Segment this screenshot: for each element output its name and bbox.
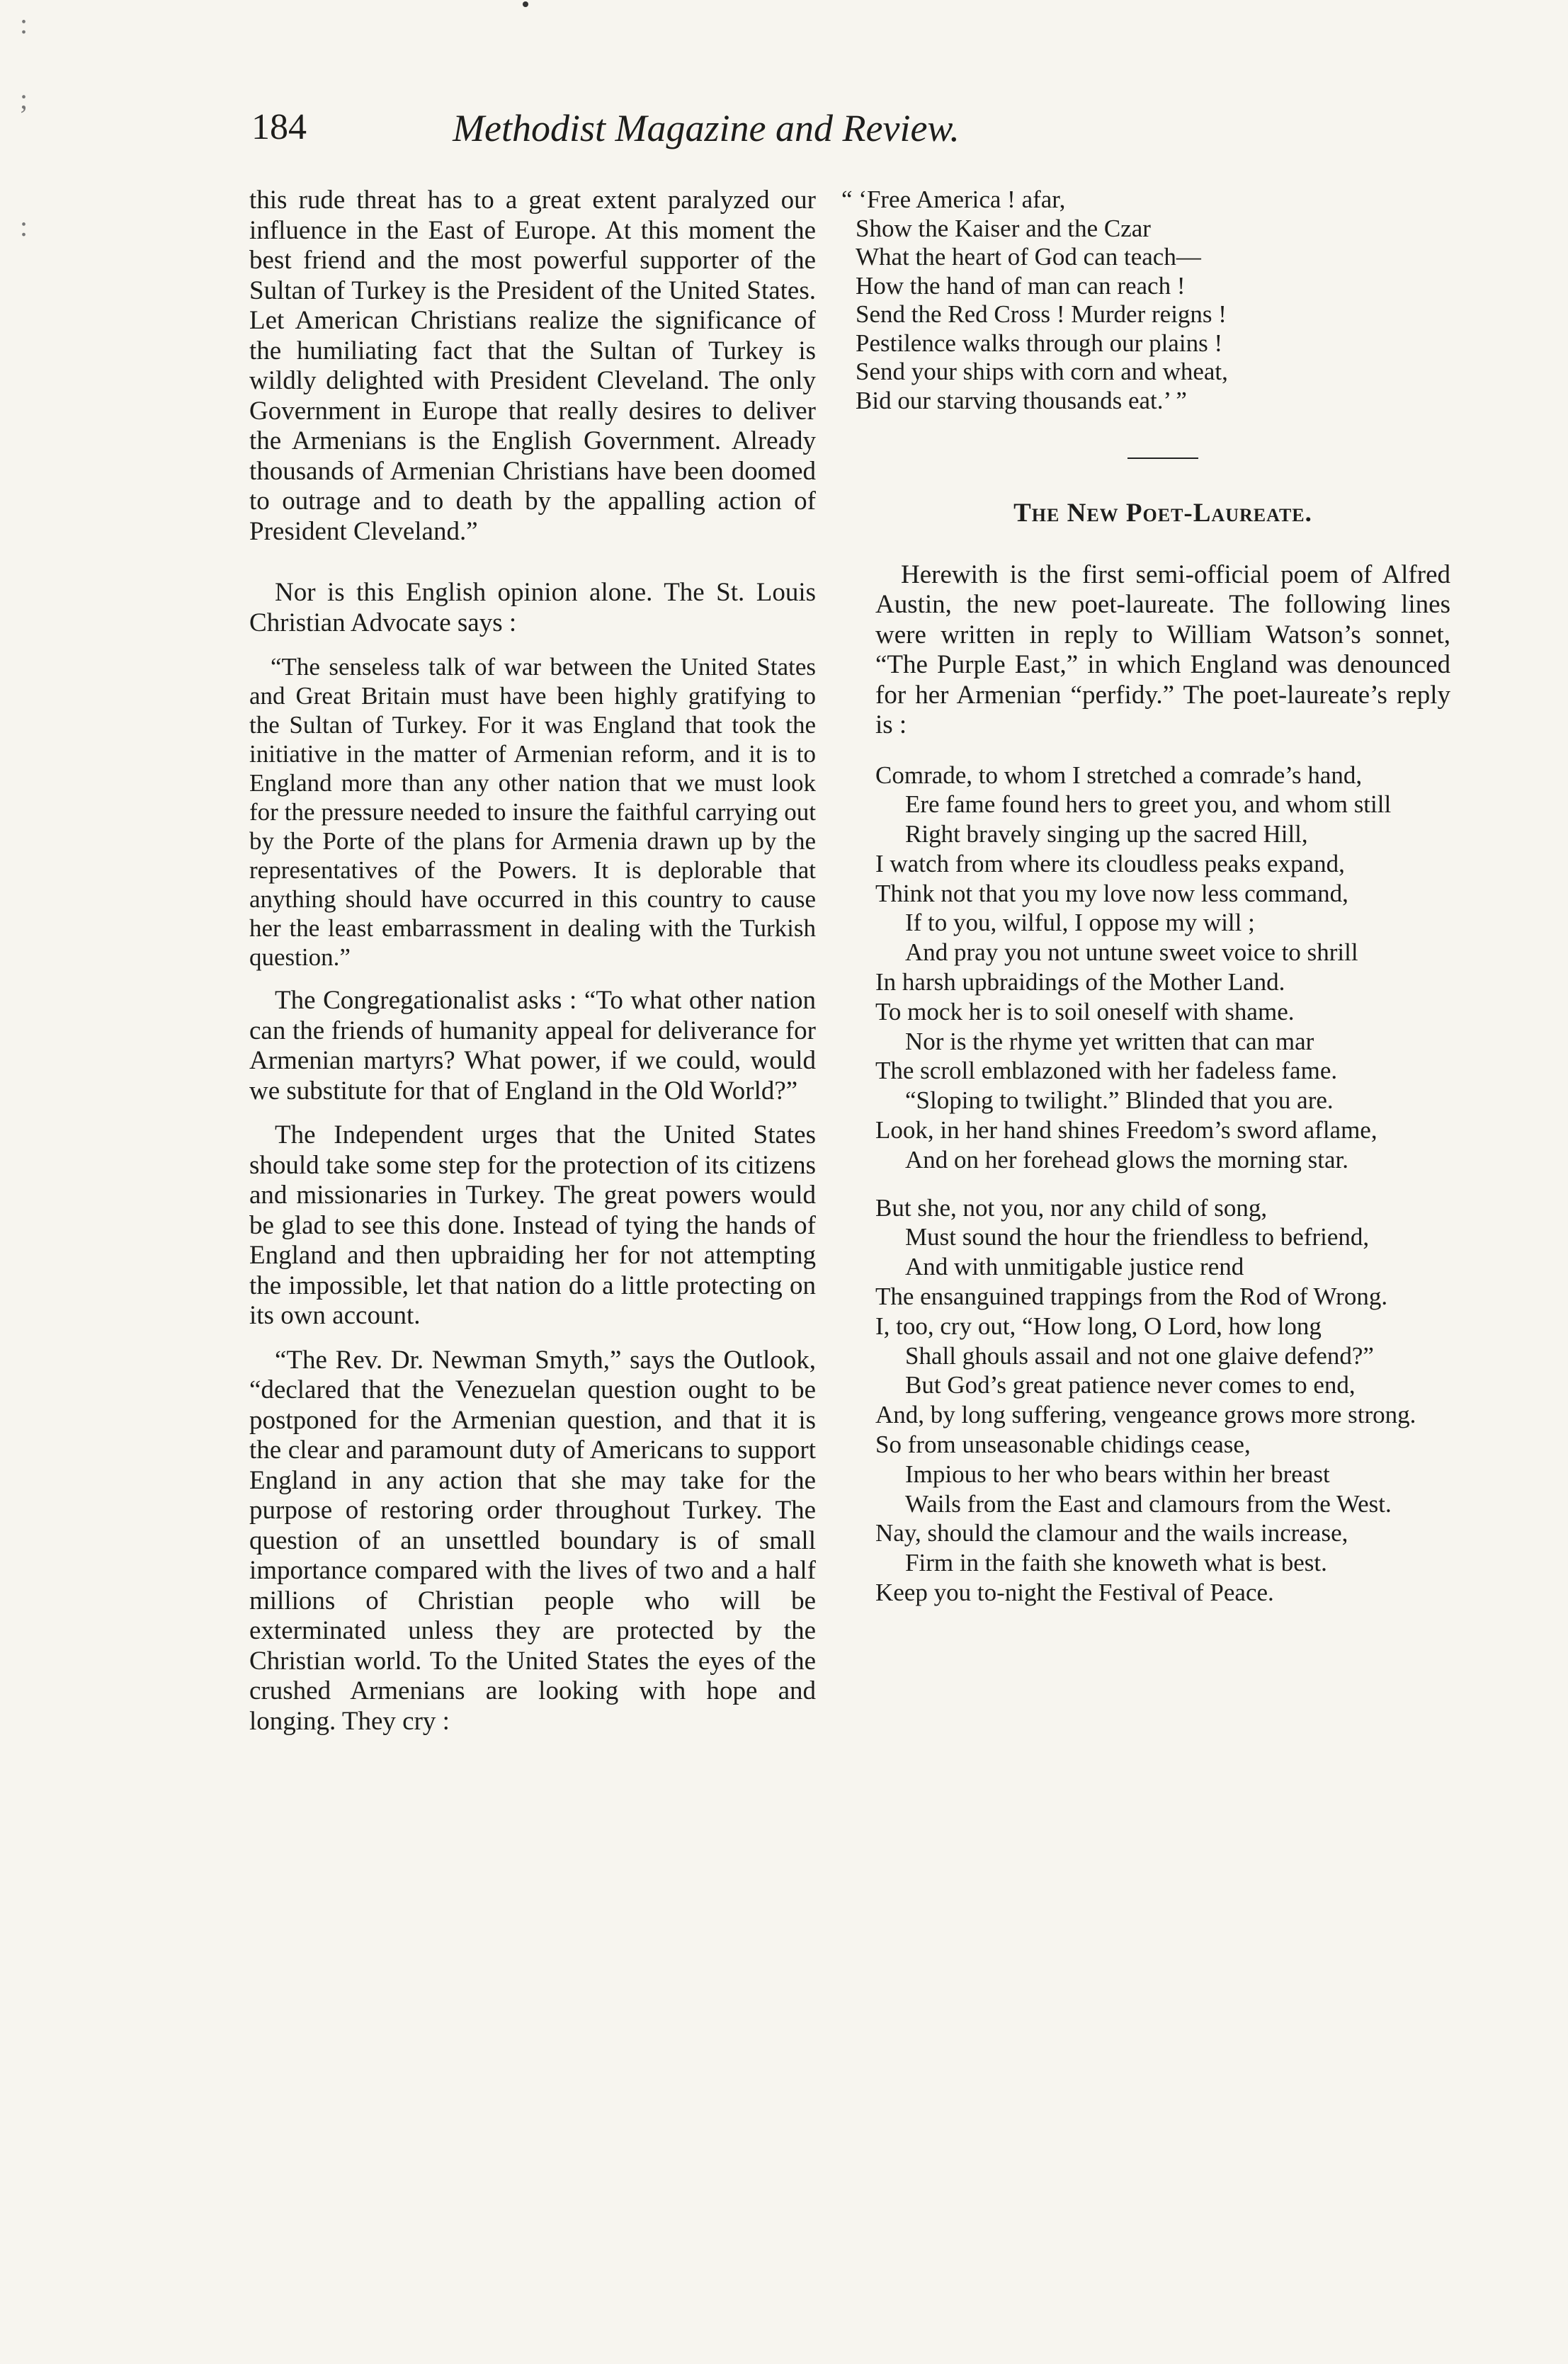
right-column <box>841 186 1450 1608</box>
poem-line: But she, not you, nor any child of song, <box>875 1193 1268 1222</box>
left-column <box>249 186 816 1737</box>
paragraph: The Congregationalist asks : “To what other nation can the friends of humanity appeal for deliverance for Armenian martyrs? What power, if we could, would we substitute for that of England in the Old World?” <box>249 986 816 1106</box>
poem-line: But God’s great patience never comes to end, <box>905 1371 1356 1399</box>
section-title: The New Poet-Laureate. <box>1013 499 1312 528</box>
verse-line: Show the Kaiser and the Czar <box>856 214 1151 242</box>
poem-line: Think not that you my love now less command, <box>875 879 1348 907</box>
poem-line: “Sloping to twilight.” Blinded that you are. <box>905 1086 1334 1115</box>
running-title: Methodist Magazine and Review. <box>453 107 960 149</box>
verse-line: “ ‘Free America ! afar, <box>841 186 1066 213</box>
poem-line: So from unseasonable chidings cease, <box>875 1431 1251 1459</box>
paragraph: Nor is this English opinion alone. The St. Louis Christian Advocate says : <box>249 578 816 637</box>
poem <box>875 761 1450 1608</box>
verse-line: What the heart of God can teach— <box>856 243 1201 271</box>
quoted-verse <box>841 186 1450 415</box>
poem-line: Wails from the East and clamours from the West. <box>905 1489 1392 1518</box>
poem-line: And, by long suffering, vengeance grows more strong. <box>875 1401 1416 1429</box>
quotation: “The senseless talk of war between the United States and Great Britain must have been highly gratifying to the Sultan of Turkey. For it was England that took the initiative in the matter of Armenian reform, and it is to England more than any other nation that we must look for the pressure needed to insure the faithful carrying out by the Porte of the plans for Armenia drawn up by the representatives of the Powers. It is deplorable that anything should have occurred in this country to cause her the least embarrassment in dealing with the Turkish question.” <box>249 653 816 971</box>
poem-stanza <box>875 761 1450 1175</box>
poem-line: In harsh upbraidings of the Mother Land. <box>875 968 1285 996</box>
poem-line: And on her forehead glows the morning star. <box>905 1145 1348 1174</box>
poem-line: And pray you not untune sweet voice to shrill <box>905 938 1358 967</box>
verse-line: Send your ships with corn and wheat, <box>856 358 1228 385</box>
page-number: 184 <box>251 107 307 147</box>
scan-dot <box>523 1 528 7</box>
poem-line: Nay, should the clamour and the wails increase, <box>875 1519 1348 1547</box>
poem-stanza <box>875 1193 1450 1608</box>
margin-mark: : <box>20 210 28 242</box>
poem-line: And with unmitigable justice rend <box>905 1253 1244 1281</box>
poem-line: Comrade, to whom I stretched a comrade’s hand, <box>875 761 1363 789</box>
poem-line: Firm in the faith she knoweth what is best. <box>905 1549 1327 1577</box>
poem-line: Shall ghouls assail and not one glaive defend?” <box>905 1341 1374 1370</box>
poem-line: Must sound the hour the friendless to befriend, <box>905 1223 1370 1251</box>
poem-line: The scroll emblazoned with her fadeless fame. <box>875 1057 1338 1085</box>
section-divider <box>1127 458 1198 459</box>
verse-line: Pestilence walks through our plains ! <box>856 329 1223 357</box>
poem-line: I, too, cry out, “How long, O Lord, how long <box>875 1312 1322 1340</box>
poem-line: To mock her is to soil oneself with shame. <box>875 997 1295 1025</box>
margin-mark: ; <box>20 83 28 115</box>
paragraph: “The Rev. Dr. Newman Smyth,” says the Outlook, “declared that the Venezuelan question ought to be postponed for the Armenian question, and that it is the clear and paramount duty of Americans to support England in any action that she may take for the purpose of restoring order throughout Turkey. The question of an unsettled boundary is of small importance compared with the lives of two and a half millions of Christian people who will be exterminated unless they are protected by the Christian world. To the United States the eyes of the crushed Armenians are looking with hope and longing. They cry : <box>249 1345 816 1736</box>
poem-line: Impious to her who bears within her breast <box>905 1460 1330 1488</box>
poem-line: The ensanguined trappings from the Rod of Wrong. <box>875 1283 1388 1311</box>
poem-line: Nor is the rhyme yet written that can mar <box>905 1027 1314 1055</box>
poem-line: Look, in her hand shines Freedom’s sword aflame, <box>875 1116 1377 1144</box>
verse-line: Send the Red Cross ! Murder reigns ! <box>856 300 1227 328</box>
paragraph: this rude threat has to a great extent paralyzed our influence in the East of Europe. At this moment the best friend and the most powerful supporter of the Sultan of Turkey is the President of the United States. Let American Christians realize the significance of the humiliating fact that the Sultan of Turkey is wildly delighted with President Cleveland. The only Government in Europe that really desires to deliver the Armenians is the English Government. Already thousands of Armenian Christians have been doomed to outrage and to death by the appalling action of President Cleveland.” <box>249 186 816 546</box>
poem-line: Right bravely singing up the sacred Hill, <box>905 820 1308 848</box>
poem-line: Ere fame found hers to greet you, and whom still <box>905 790 1392 819</box>
poem-line: If to you, wilful, I oppose my will ; <box>905 909 1255 937</box>
paragraph: Herewith is the first semi-official poem of Alfred Austin, the new poet-laureate. The following lines were written in reply to William Watson’s sonnet, “The Purple East,” in which England was denounced for her Armenian “perfidy.” The poet-laureate’s reply is : <box>875 559 1450 739</box>
verse-line: How the hand of man can reach ! <box>856 271 1186 300</box>
paragraph: The Independent urges that the United States should take some step for the protection of its citizens and missionaries in Turkey. The great powers would be glad to see this done. Instead of tying the hands of England and then upbraiding her for not attempting the impossible, let that nation do a little protecting on its own account. <box>249 1120 816 1330</box>
margin-mark: : <box>20 8 28 40</box>
poem-line: Keep you to-night the Festival of Peace. <box>875 1579 1274 1607</box>
poem-line: I watch from where its cloudless peaks expand, <box>875 849 1345 877</box>
verse-line: Bid our starving thousands eat.’ ” <box>856 386 1187 414</box>
page-header <box>251 106 1161 156</box>
